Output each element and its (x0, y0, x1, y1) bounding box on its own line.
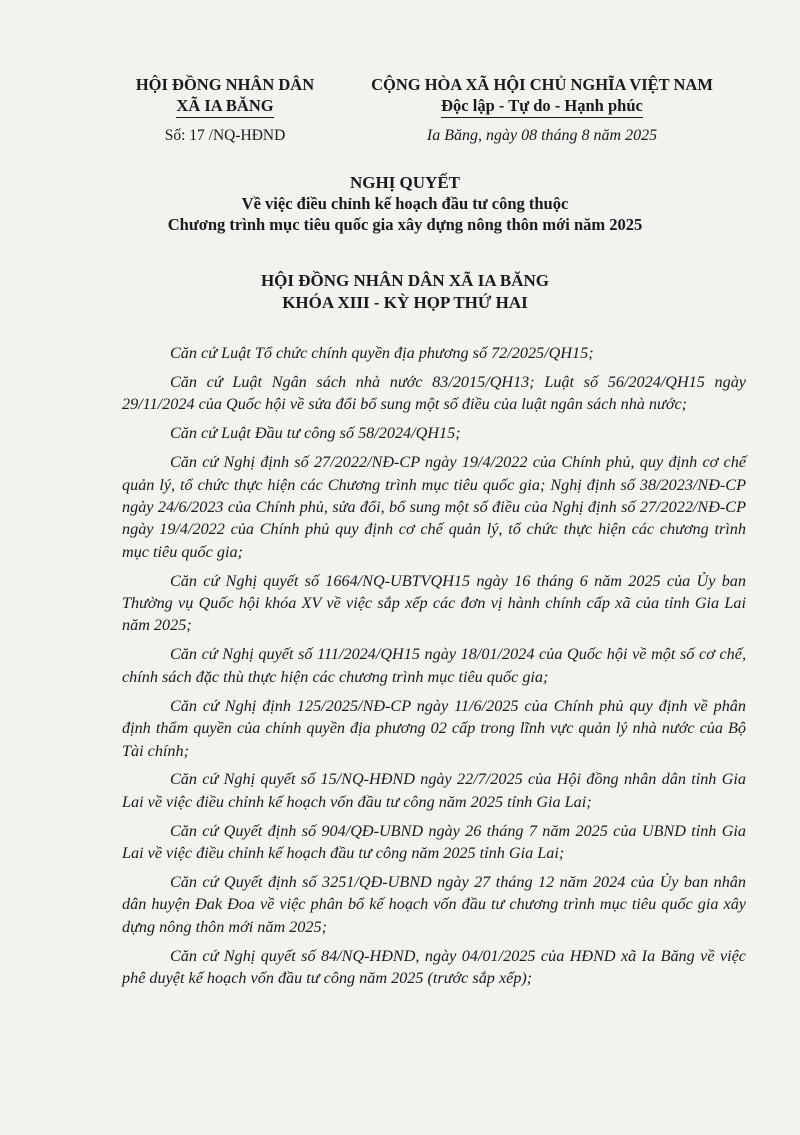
authority-name: HỘI ĐỒNG NHÂN DÂN (135, 75, 315, 94)
legal-basis-paragraph: Căn cứ Nghị quyết số 15/NQ-HĐND ngày 22/7/2025 của Hội đồng nhân dân tỉnh Gia Lai về việc điều chỉnh kế hoạch vốn đầu tư công năm 2025 tỉnh Gia Lai; (122, 770, 746, 811)
legal-basis-paragraph: Căn cứ Nghị quyết số 84/NQ-HĐND, ngày 04/01/2025 của HĐND xã Ia Băng về việc phê duyệt kế hoạch vốn đầu tư công năm 2025 (trước sắp xếp); (122, 946, 746, 988)
document-subject-line-1: Về việc điều chỉnh kế hoạch đầu tư công thuộc (241, 194, 569, 213)
legal-basis-paragraph: Căn cứ Luật Ngân sách nhà nước 83/2015/QH13; Luật số 56/2024/QH15 ngày 29/11/2024 của Quốc hội về sửa đổi bổ sung một số điều của luật ngân sách nhà nước; (122, 372, 746, 414)
legal-basis-paragraph: Căn cứ Quyết định số 904/QĐ-UBND ngày 26 tháng 7 năm 2025 của UBND tỉnh Gia Lai về việc điều chỉnh kế hoạch đầu tư công năm 2025 tỉnh Gia Lai; (122, 821, 746, 863)
legal-basis-paragraph: Căn cứ Luật Tổ chức chính quyền địa phương số 72/2025/QH15; (170, 344, 594, 362)
legal-basis-paragraph: Căn cứ Quyết định số 3251/QĐ-UBND ngày 27 tháng 12 năm 2024 của Ủy ban nhân dân huyện Đak Đoa về việc phân bổ kế hoạch vốn đầu tư chương trình mục tiêu quốc gia xây dựng nông thôn mới năm 2025; (122, 873, 746, 936)
national-title: CỘNG HÒA XÃ HỘI CHỦ NGHĨA VIỆT NAM (371, 75, 713, 94)
document-type: NGHỊ QUYẾT (349, 173, 461, 192)
legal-basis-paragraph: Căn cứ Luật Đầu tư công số 58/2024/QH15; (170, 424, 461, 443)
national-motto: Độc lập - Tự do - Hạnh phúc (441, 95, 643, 118)
authority-commune: XÃ IA BĂNG (176, 95, 273, 118)
national-header-block (352, 74, 732, 146)
document-number: Số: 17 /NQ-HĐND (164, 127, 286, 144)
council-name: HỘI ĐỒNG NHÂN DÂN XÃ IA BĂNG (260, 271, 550, 290)
legal-basis-paragraph: Căn cứ Nghị định số 27/2022/NĐ-CP ngày 19/4/2022 của Chính phủ, quy định cơ chế quản lý, tổ chức thực hiện các Chương trình mục tiêu quốc gia; Nghị định số 38/2023/NĐ-CP ngày 24/6/2023 của Chính phủ, sửa đổi, bổ sung một số điều của Nghị định số 27/2022/NĐ-CP ngày 19/4/2022 của Chính phủ quy định cơ chế quản lý, tổ chức thực hiện các chương trình mục tiêu quốc gia; (122, 453, 746, 561)
legal-bases-section (122, 342, 746, 996)
document-title-block (80, 172, 730, 235)
document-subject-line-2: Chương trình mục tiêu quốc gia xây dựng nông thôn mới năm 2025 (167, 215, 643, 234)
place-date: Ia Băng, ngày 08 tháng 8 năm 2025 (426, 127, 658, 144)
legal-basis-paragraph: Căn cứ Nghị định 125/2025/NĐ-CP ngày 11/6/2025 của Chính phủ quy định về phân định thẩm quyền của chính quyền địa phương 02 cấp trong lĩnh vực quản lý nhà nước của Bộ Tài chính; (122, 696, 746, 760)
council-heading (80, 270, 730, 314)
issuing-authority-block (110, 74, 340, 146)
legal-basis-paragraph: Căn cứ Nghị quyết số 111/2024/QH15 ngày 18/01/2024 của Quốc hội về một số cơ chế, chính sách đặc thù thực hiện các chương trình mục tiêu quốc gia; (122, 645, 746, 686)
legal-basis-paragraph: Căn cứ Nghị quyết số 1664/NQ-UBTVQH15 ngày 16 tháng 6 năm 2025 của Ủy ban Thường vụ Quốc hội khóa XV về việc sắp xếp các đơn vị hành chính cấp xã của tỉnh Gia Lai năm 2025; (122, 571, 746, 635)
council-session: KHÓA XIII - KỲ HỌP THỨ HAI (282, 293, 528, 312)
